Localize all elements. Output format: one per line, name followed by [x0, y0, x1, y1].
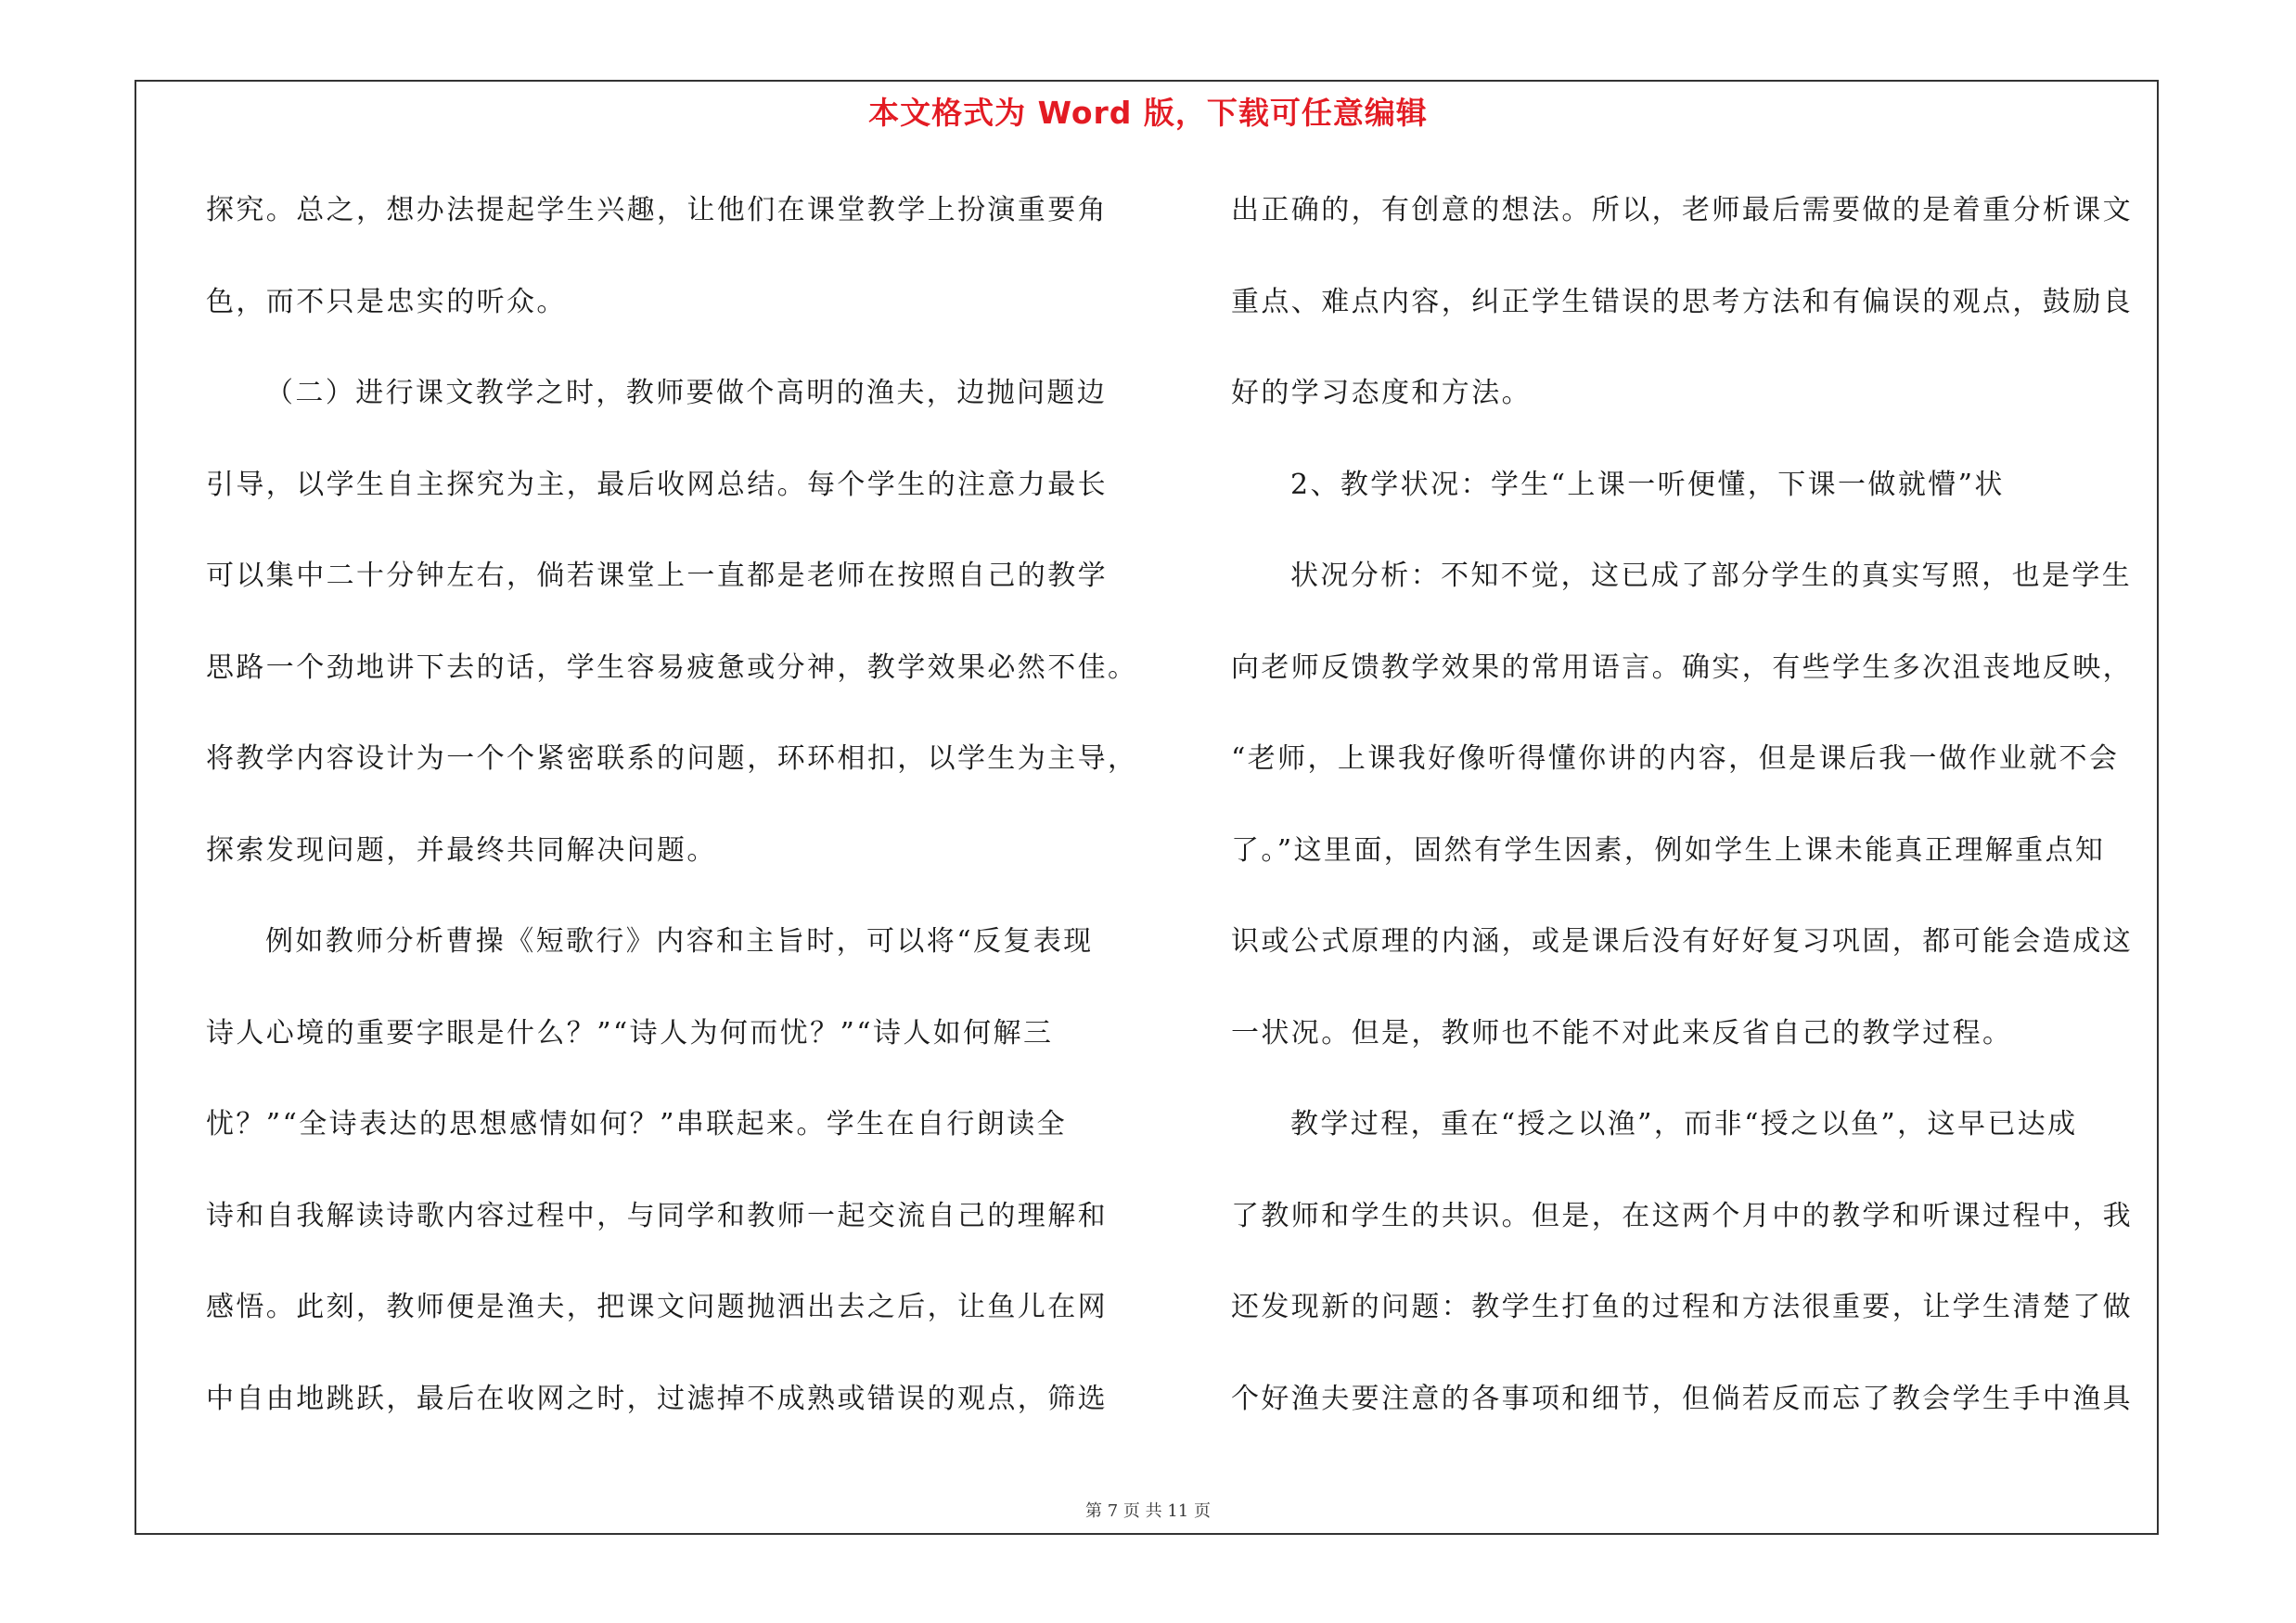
text-line: 色，而不只是忠实的听众。 — [206, 285, 567, 318]
text-line: “老师，上课我好像听得懂你讲的内容，但是课后我一做作业就不会 — [1231, 742, 2120, 775]
text-line: 出正确的，有创意的想法。所以，老师最后需要做的是着重分析课文 — [1231, 194, 2133, 226]
page-number-footer: 第 7 页 共 11 页 — [1085, 1501, 1211, 1521]
text-line: 例如教师分析曹操《短歌行》内容和主旨时，可以将“反复表现 — [265, 925, 1094, 958]
text-line: 个好渔夫要注意的各事项和细节，但倘若反而忘了教会学生手中渔具 — [1231, 1382, 2133, 1415]
text-line: 重点、难点内容，纠正学生错误的思考方法和有偏误的观点，鼓励良 — [1231, 285, 2133, 318]
text-line: 思路一个劲地讲下去的话，学生容易疲惫或分神，教学效果必然不佳。 — [206, 650, 1138, 684]
right-text-column — [1231, 182, 2149, 1462]
text-line: 中自由地跳跃，最后在收网之时，过滤掉不成熟或错误的观点，筛选 — [206, 1382, 1108, 1415]
text-line: 诗人心境的重要字眼是什么？”“诗人为何而忧？”“诗人如何解三 — [206, 1016, 1054, 1050]
text-line: 2、教学状况：学生“上课一听便懂，下课一做就懵”状 — [1290, 468, 2005, 501]
format-banner: 本文格式为 Word 版，下载可任意编辑 — [868, 95, 1428, 131]
left-text-column — [206, 182, 1138, 1462]
text-line: 状况分析：不知不觉，这已成了部分学生的真实写照，也是学生 — [1290, 560, 2133, 592]
text-line: 引导，以学生自主探究为主，最后收网总结。每个学生的注意力最长 — [206, 468, 1108, 501]
text-line: 了教师和学生的共识。但是，在这两个月中的教学和听课过程中，我 — [1231, 1199, 2133, 1232]
text-line: 教学过程，重在“授之以渔”，而非“授之以鱼”，这早已达成 — [1290, 1108, 2078, 1140]
text-line: （二）进行课文教学之时，教师要做个高明的渔夫，边抛问题边 — [265, 377, 1108, 409]
text-line: 识或公式原理的内涵，或是课后没有好好复习巩固，都可能会造成这 — [1231, 925, 2133, 958]
text-line: 向老师反馈教学效果的常用语言。确实，有些学生多次沮丧地反映， — [1231, 650, 2133, 684]
text-line: 将教学内容设计为一个个紧密联系的问题，环环相扣，以学生为主导， — [206, 742, 1138, 775]
text-line: 可以集中二十分钟左右，倘若课堂上一直都是老师在按照自己的教学 — [206, 560, 1108, 592]
text-line: 还发现新的问题：教学生打鱼的过程和方法很重要，让学生清楚了做 — [1231, 1291, 2133, 1323]
text-line: 感悟。此刻，教师便是渔夫，把课文问题抛洒出去之后，让鱼儿在网 — [206, 1291, 1108, 1323]
text-line: 好的学习态度和方法。 — [1231, 377, 1532, 409]
text-line: 探究。总之，想办法提起学生兴趣，让他们在课堂教学上扮演重要角 — [206, 194, 1108, 226]
text-line: 忧？”“全诗表达的思想感情如何？”串联起来。学生在自行朗读全 — [206, 1108, 1068, 1140]
text-line: 诗和自我解读诗歌内容过程中，与同学和教师一起交流自己的理解和 — [206, 1199, 1108, 1232]
text-line: 一状况。但是，教师也不能不对此来反省自己的教学过程。 — [1231, 1016, 2013, 1050]
text-line: 探索发现问题，并最终共同解决问题。 — [206, 833, 717, 867]
text-line: 了。”这里面，固然有学生因素，例如学生上课未能真正理解重点知 — [1231, 833, 2106, 867]
